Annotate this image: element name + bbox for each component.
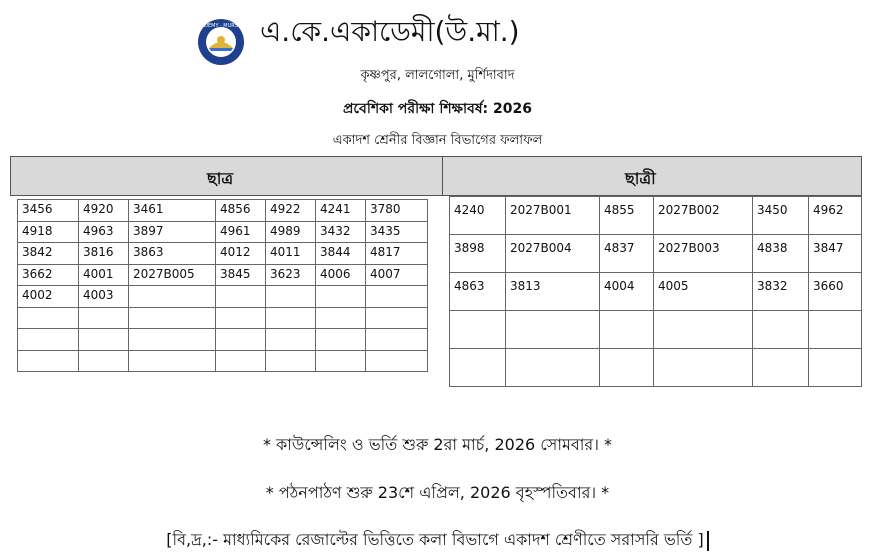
boys-roll-cell (316, 350, 366, 372)
girls-roll-cell: 4240 (450, 197, 506, 235)
boys-roll-cell: 4241 (316, 200, 366, 222)
boys-roll-cell: 3863 (129, 243, 216, 265)
boys-roll-cell: 4012 (216, 243, 266, 265)
girls-roll-cell (600, 349, 654, 387)
girls-roll-cell: 2027B004 (506, 235, 600, 273)
boys-roll-cell: 4918 (18, 221, 79, 243)
boys-roll-cell (316, 286, 366, 308)
boys-roll-cell: 3845 (216, 264, 266, 286)
girls-roll-cell (809, 349, 862, 387)
boys-row (18, 350, 428, 372)
boys-roll-cell (266, 350, 316, 372)
girls-roll-cell (450, 349, 506, 387)
boys-roll-cell (216, 286, 266, 308)
girls-roll-cell (506, 311, 600, 349)
boys-roll-cell: 3897 (129, 221, 216, 243)
boys-roll-cell: 3662 (18, 264, 79, 286)
academy-logo (180, 18, 262, 66)
boys-roll-cell: 4817 (366, 243, 428, 265)
girls-roll-cell: 4005 (654, 273, 753, 311)
girls-results-table (449, 196, 862, 387)
boys-row (18, 221, 428, 243)
boys-roll-cell (18, 350, 79, 372)
boys-row (18, 264, 428, 286)
girls-roll-cell (809, 311, 862, 349)
boys-roll-cell (216, 350, 266, 372)
girls-roll-cell (450, 311, 506, 349)
remark-text: [বি,দ্র,:- মাধ্যমিকের রেজাল্টের ভিত্তিতে কলা বিভাগে একাদশ শ্রেণীতে সরাসরি ভর্তি ] (166, 530, 704, 549)
boys-roll-cell (366, 286, 428, 308)
girls-roll-cell: 4962 (809, 197, 862, 235)
boys-roll-cell: 4001 (79, 264, 129, 286)
boys-roll-cell: 4922 (266, 200, 316, 222)
boys-roll-cell (216, 329, 266, 351)
girls-row (450, 197, 862, 235)
counselling-note: * কাউন্সেলিং ও ভর্তি শুরু 2রা মার্চ, 2026 সোমবার। * (262, 435, 613, 454)
boys-roll-cell: 4961 (216, 221, 266, 243)
header-divider (442, 157, 443, 195)
boys-roll-cell: 3456 (18, 200, 79, 222)
girls-roll-cell: 4863 (450, 273, 506, 311)
boys-roll-cell (316, 329, 366, 351)
boys-roll-cell (266, 307, 316, 329)
girls-roll-cell: 3898 (450, 235, 506, 273)
boys-roll-cell: 3461 (129, 200, 216, 222)
boys-roll-cell (366, 329, 428, 351)
boys-row (18, 286, 428, 308)
boys-roll-cell (366, 350, 428, 372)
boys-roll-cell (266, 286, 316, 308)
boys-roll-cell: 3844 (316, 243, 366, 265)
girls-roll-cell: 3450 (753, 197, 809, 235)
results-subtitle: একাদশ শ্রেনীর বিজ্ঞান বিভাগের ফলাফল (332, 133, 543, 148)
boys-roll-cell (129, 286, 216, 308)
girls-roll-cell: 4838 (753, 235, 809, 273)
boys-roll-cell: 4963 (79, 221, 129, 243)
girls-row (450, 349, 862, 387)
boys-roll-cell (266, 329, 316, 351)
girls-roll-cell: 2027B003 (654, 235, 753, 273)
boys-row (18, 243, 428, 265)
boys-roll-cell: 3816 (79, 243, 129, 265)
girls-roll-cell (654, 311, 753, 349)
girls-roll-cell: 3660 (809, 273, 862, 311)
boys-column-label: ছাত্র (207, 169, 234, 188)
girls-row (450, 273, 862, 311)
boys-roll-cell: 4989 (266, 221, 316, 243)
boys-roll-cell: 4006 (316, 264, 366, 286)
girls-roll-cell (506, 349, 600, 387)
girls-roll-cell: 3847 (809, 235, 862, 273)
boys-row (18, 200, 428, 222)
girls-row (450, 311, 862, 349)
column-header-band (10, 156, 862, 196)
boys-roll-cell (79, 307, 129, 329)
logo-lettering: A. K. ACADEMY · MURSHIDABAD (180, 23, 262, 29)
exam-year-line: প্রবেশিকা পরীক্ষা শিক্ষাবর্ষ: 2026 (342, 101, 532, 117)
boys-roll-cell: 4856 (216, 200, 266, 222)
boys-roll-cell (79, 350, 129, 372)
girls-roll-cell: 4004 (600, 273, 654, 311)
boys-results-table (17, 199, 428, 372)
boys-roll-cell: 4007 (366, 264, 428, 286)
boys-roll-cell (79, 329, 129, 351)
page-title: এ.কে.একাডেমী(উ.মা.) (260, 15, 520, 48)
boys-roll-cell (316, 307, 366, 329)
boys-roll-cell: 4920 (79, 200, 129, 222)
girls-roll-cell (753, 349, 809, 387)
boys-roll-cell (129, 350, 216, 372)
girls-roll-cell: 2027B001 (506, 197, 600, 235)
girls-column-label: ছাত্রী (625, 169, 656, 188)
boys-row (18, 329, 428, 351)
girls-roll-cell (654, 349, 753, 387)
boys-roll-cell: 4002 (18, 286, 79, 308)
boys-roll-cell: 3842 (18, 243, 79, 265)
girls-roll-cell: 2027B002 (654, 197, 753, 235)
boys-roll-cell: 3432 (316, 221, 366, 243)
girls-roll-cell (600, 311, 654, 349)
remark-note (0, 527, 875, 554)
girls-roll-cell: 3832 (753, 273, 809, 311)
boys-roll-cell (366, 307, 428, 329)
boys-roll-cell: 4011 (266, 243, 316, 265)
boys-row (18, 307, 428, 329)
boys-roll-cell: 3435 (366, 221, 428, 243)
text-cursor (707, 531, 709, 551)
boys-roll-cell (18, 329, 79, 351)
girls-roll-cell: 4855 (600, 197, 654, 235)
boys-roll-cell: 2027B005 (129, 264, 216, 286)
boys-roll-cell: 3780 (366, 200, 428, 222)
classes-start-note: * পঠনপাঠণ শুরু 23শে এপ্রিল, 2026 বৃহস্পতিবার। * (265, 483, 610, 502)
boys-roll-cell: 4003 (79, 286, 129, 308)
boys-roll-cell (129, 307, 216, 329)
girls-roll-cell: 3813 (506, 273, 600, 311)
boys-roll-cell (129, 329, 216, 351)
girls-roll-cell (753, 311, 809, 349)
girls-roll-cell: 4837 (600, 235, 654, 273)
address-line: কৃষ্ণপুর, লালগোলা, মুর্শিদাবাদ (360, 68, 515, 83)
girls-row (450, 235, 862, 273)
boys-roll-cell (18, 307, 79, 329)
boys-roll-cell: 3623 (266, 264, 316, 286)
boys-roll-cell (216, 307, 266, 329)
